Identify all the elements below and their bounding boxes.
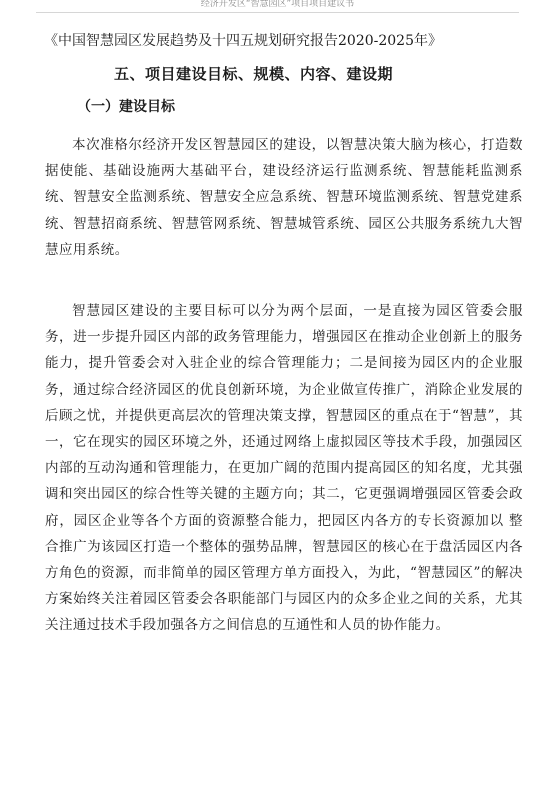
- header-divider: [36, 12, 519, 13]
- section-heading: 五、项目建设目标、规模、内容、建设期: [114, 65, 394, 83]
- document-title: 《中国智慧园区发展趋势及十四五规划研究报告2020-2025年》: [44, 33, 442, 49]
- body-paragraph-block: [45, 298, 523, 639]
- body-paragraph: 智慧园区建设的主要目标可以分为两个层面，一是直接为园区管委会服务，进一步提升园区内部的政务管理能力，增强园区在推动企业创新上的服务能力，提升管委会对入驻企业的综合管理能力；二是间接为园区内的企业服务，通过综合经济园区的优良创新环境，为企业做宣传推广，消除企业发展的后顾之忧，并提供更高层次的管理决策支撑，智慧园区的重点在于“智慧”，其一，它在现实的园区环境之外，还通过网络上虚拟园区等技术手段，加强园区内部的互动沟通和管理能力，在更加广阔的范围内提高园区的知名度，尤其强调和突出园区的综合性等关键的主题方向；其二，它更强调增强园区管委会政府，园区企业等各个方面的资源整合能力，把园区内各方的专长资源加以 整合推广为该园区打造一个整体的强势品牌，智慧园区的核心在于盘活园区内各方角色的资源，而非简单的园区管理方单方面投入，为此，“智慧园区”的解决方案始终关注着园区管委会各职能部门与园区内的众多企业之间的关系，尤其关注通过技术手段加强各方之间信息的互通性和人员的协作能力。: [45, 303, 523, 634]
- body-paragraph-block: [45, 132, 523, 263]
- sub-heading: （一）建设目标: [77, 99, 175, 115]
- body-paragraph: 本次准格尔经济开发区智慧园区的建设，以智慧决策大脑为核心，打造数据使能、基础设施两大基础平台，建设经济运行监测系统、智慧能耗监测系统、智慧安全监测系统、智慧安全应急系统、智慧环境监测系统、智慧党建系统、智慧招商系统、智慧管网系统、智慧城管系统、园区公共服务系统九大智慧应用系统。: [45, 137, 523, 258]
- running-header: 经济开发区“智慧园区”项目项目建议书: [200, 0, 355, 9]
